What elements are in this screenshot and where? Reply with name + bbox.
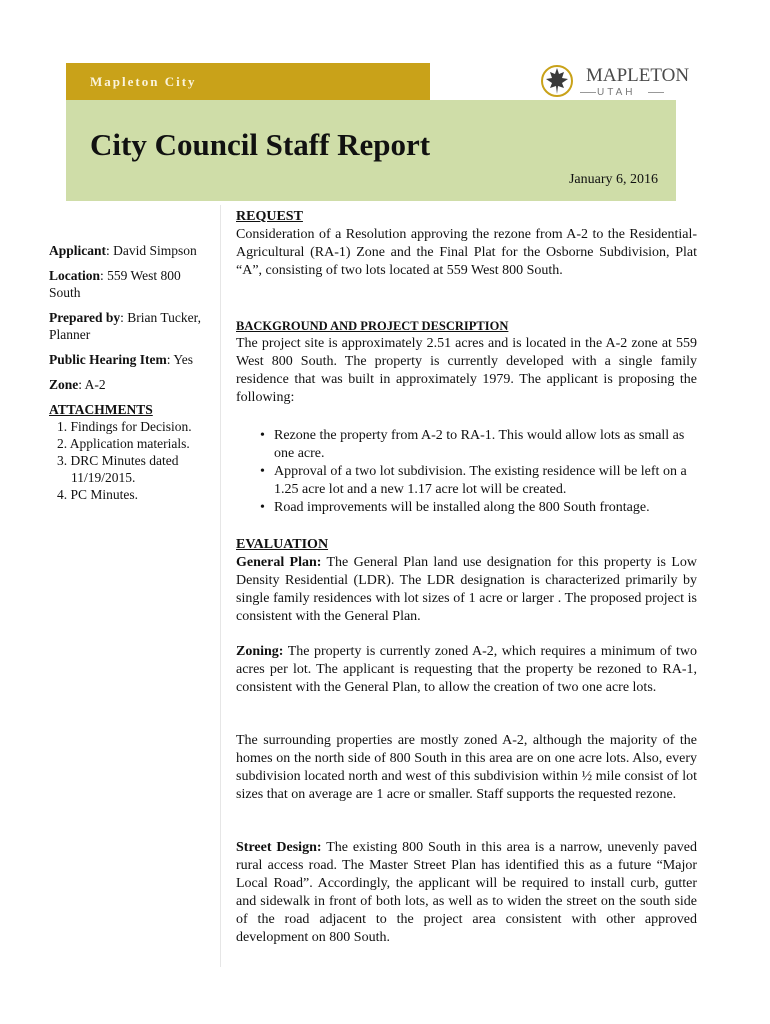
location-value: : 559 West 800 South bbox=[49, 268, 181, 300]
attachment-item-continued: 11/19/2015. bbox=[71, 470, 136, 485]
evaluation-heading: EVALUATION bbox=[236, 537, 329, 552]
attachment-item: 4. PC Minutes. bbox=[57, 487, 139, 502]
org-banner bbox=[66, 63, 430, 100]
logo-rule-left bbox=[580, 92, 596, 93]
page-title: City Council Staff Report bbox=[90, 127, 431, 162]
request-body: Consideration of a Resolution approving the rezone from A-2 to the Residential-Agricultural (RA-1) Zone and the Final Plat for the Osborne Subdivision, Plat “A”, consisting of two lots located at 559 West 800 South. bbox=[236, 227, 697, 278]
attachments-list bbox=[49, 418, 213, 503]
zoning-label: Zoning: bbox=[236, 644, 284, 659]
applicant-label: Applicant bbox=[49, 243, 107, 258]
bullet-text: Rezone the property from A-2 to RA-1. This would allow lots as small as one acre. bbox=[274, 428, 685, 461]
bullet-icon: • bbox=[260, 428, 265, 443]
general-plan-paragraph bbox=[236, 554, 697, 626]
attachment-item: 1. Findings for Decision. bbox=[57, 419, 192, 434]
column-divider bbox=[220, 205, 221, 967]
proposal-bullet-list bbox=[258, 427, 698, 517]
background-heading: BACKGROUND AND PROJECT DESCRIPTION bbox=[236, 319, 509, 333]
general-plan-body: The General Plan land use designation for this property is Low Density Residential (LDR). The LDR designation is characterized primarily by single family residences with lot sizes of 1 acre or larger . The proposed project is consistent with the General Plan. bbox=[236, 555, 697, 624]
prepared-by-field bbox=[49, 309, 213, 343]
zoning-body: The property is currently zoned A-2, which requires a minimum of two acres per lot. The applicant is requesting that the property be rezoned to RA-1, consistent with the General Plan, to allow the creation of two one acre lots. bbox=[236, 644, 697, 695]
surrounding-paragraph bbox=[236, 732, 697, 804]
public-hearing-field bbox=[49, 351, 213, 368]
request-heading: REQUEST bbox=[236, 209, 303, 224]
logo-wordmark: MAPLETON bbox=[586, 65, 690, 86]
location-field bbox=[49, 267, 213, 301]
zoning-paragraph bbox=[236, 643, 697, 697]
attachments-heading: ATTACHMENTS bbox=[49, 402, 153, 417]
bullet-item bbox=[258, 463, 698, 499]
zone-label: Zone bbox=[49, 377, 79, 392]
street-label: Street Design: bbox=[236, 840, 322, 855]
prepared-value: : Brian Tucker, Planner bbox=[49, 310, 201, 342]
attachments-section bbox=[49, 401, 213, 503]
zone-field bbox=[49, 376, 213, 393]
general-plan-label: General Plan: bbox=[236, 555, 322, 570]
street-design-paragraph bbox=[236, 839, 697, 947]
zone-value: : A-2 bbox=[78, 377, 106, 392]
surrounding-body: The surrounding properties are mostly zoned A-2, although the majority of the homes on the north side of 800 South in this area are on one acre lots. Also, every subdivision located north and west of this subdivision within ½ mile consist of lot sizes that on average are 1 acre or smaller. Staff supports the requested rezone. bbox=[236, 733, 697, 802]
applicant-value: : David Simpson bbox=[106, 243, 197, 258]
bullet-item bbox=[258, 427, 698, 463]
evaluation-section bbox=[236, 536, 697, 626]
applicant-field bbox=[49, 242, 213, 259]
report-date: January 6, 2016 bbox=[568, 172, 658, 187]
background-section bbox=[236, 317, 697, 407]
bullet-text: Approval of a two lot subdivision. The existing residence will be left on a 1.25 acre lot and a new 1.17 acre lot will be created. bbox=[274, 464, 687, 497]
bullet-text: Road improvements will be installed along the 800 South frontage. bbox=[274, 500, 650, 515]
street-body: The existing 800 South in this area is a narrow, unevenly paved rural access road. The Master Street Plan has identified this as a future “Major Local Road”. Accordingly, the applicant will be required to install curb, gutter and sidewalk in front of both lots, as well as to widen the street on the south side of the road adjacent to the project area consistent with other approved development on 800 South. bbox=[236, 840, 697, 945]
hearing-label: Public Hearing Item bbox=[49, 352, 167, 367]
prepared-label: Prepared by bbox=[49, 310, 121, 325]
bullet-item bbox=[258, 499, 698, 517]
logo-subtitle: UTAH bbox=[597, 87, 636, 98]
background-body: The project site is approximately 2.51 acres and is located in the A-2 zone at 559 West 800 South. The property is currently developed with a single family residence that was built in approximately 1979. The applicant is proposing the following: bbox=[236, 336, 697, 405]
bullet-icon: • bbox=[260, 464, 265, 479]
bullet-icon: • bbox=[260, 500, 265, 515]
location-label: Location bbox=[49, 268, 101, 283]
request-section bbox=[236, 208, 697, 280]
logo-rule-right bbox=[648, 92, 664, 93]
org-label: Mapleton City bbox=[90, 74, 197, 89]
attachment-item: 2. Application materials. bbox=[57, 436, 190, 451]
hearing-value: : Yes bbox=[166, 352, 194, 367]
attachment-item: 3. DRC Minutes dated bbox=[57, 453, 179, 468]
